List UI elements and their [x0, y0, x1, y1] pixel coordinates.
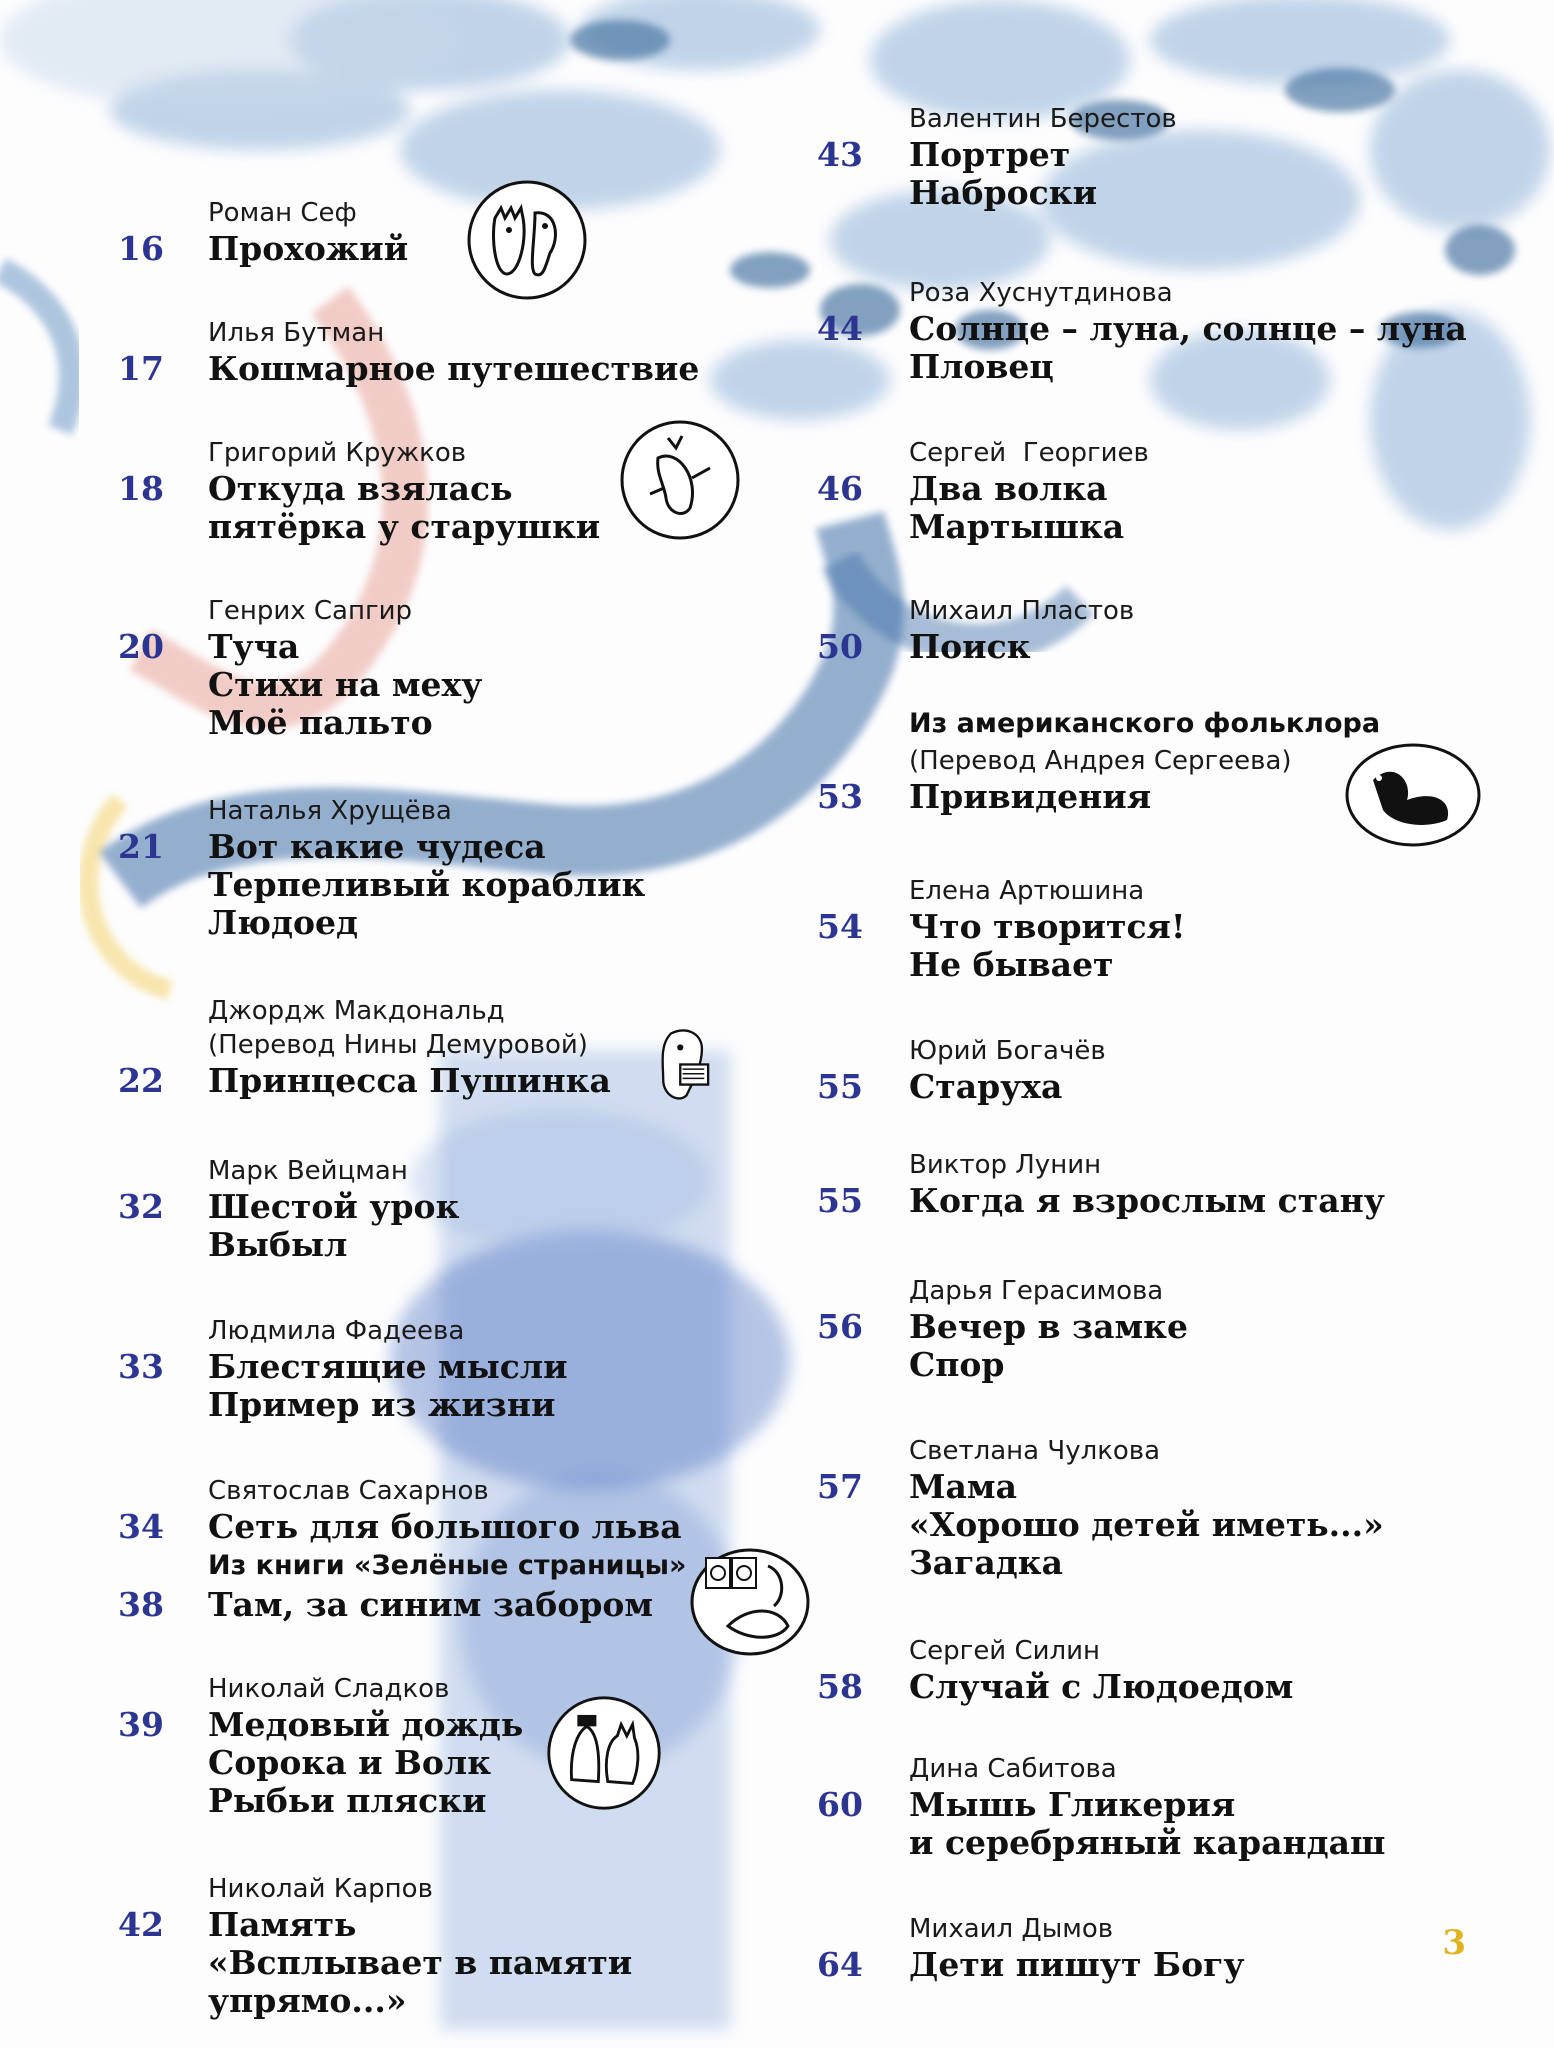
work-title: Рыбьи пляски: [208, 1781, 487, 1820]
author-name: Сергей Силин: [909, 1636, 1101, 1666]
author-name: Виктор Лунин: [909, 1150, 1102, 1180]
toc-entry: [817, 1274, 1509, 1384]
page-number: 21: [118, 827, 164, 866]
work-title: «Хорошо детей иметь...»: [909, 1505, 1384, 1544]
fish-figures-emblem: [688, 1536, 812, 1660]
book-subheading: Из книги «Зелёные страницы»: [208, 1550, 687, 1581]
work-title: Память: [208, 1905, 357, 1944]
page-number: 44: [817, 309, 863, 348]
author-name: Джордж Макдональд: [208, 996, 505, 1026]
page-number: 57: [817, 1467, 863, 1506]
work-title: Случай с Людоедом: [909, 1667, 1294, 1706]
work-title: Загадка: [909, 1543, 1063, 1582]
toc-entry: [817, 1434, 1509, 1582]
toc-entry: [817, 874, 1509, 984]
work-title: Когда я взрослым стану: [909, 1181, 1385, 1220]
work-title: Сеть для большого льва: [208, 1507, 682, 1546]
author-name: Генрих Сапгир: [208, 596, 413, 626]
toc-entry: [817, 1752, 1509, 1862]
page-number: 42: [118, 1905, 164, 1944]
page-number: 46: [817, 469, 863, 508]
author-name: Дина Сабитова: [909, 1754, 1117, 1784]
author-name: Роман Сеф: [208, 198, 357, 228]
author-name: Наталья Хрущёва: [208, 796, 452, 826]
section-heading: Из американского фольклора: [909, 708, 1381, 739]
bird-emblem: [1343, 740, 1483, 850]
dancing-figure-emblem: [618, 418, 742, 542]
page-number: 54: [817, 907, 863, 946]
author-name: Елена Артюшина: [909, 876, 1145, 906]
toc-entry: [118, 316, 728, 388]
toc-entry: [118, 794, 728, 942]
page-number: 55: [817, 1067, 863, 1106]
work-title: Моё пальто: [208, 703, 433, 742]
translator-note: (Перевод Андрея Сергеева): [909, 746, 1292, 776]
work-title: Вот какие чудеса: [208, 827, 546, 866]
work-title: Два волка: [909, 469, 1108, 508]
work-title: Поиск: [909, 627, 1031, 666]
toc-entry: [817, 102, 1509, 212]
work-title: Мартышка: [909, 507, 1125, 546]
page-number: 20: [118, 627, 164, 666]
author-name: Николай Сладков: [208, 1674, 450, 1704]
work-title: и серебряный карандаш: [909, 1823, 1386, 1862]
translator-note: (Перевод Нины Демуровой): [208, 1030, 588, 1060]
work-title: «Всплывает в памяти упрямо...»: [208, 1943, 633, 2020]
page-number: 58: [817, 1667, 863, 1706]
page-number: 43: [817, 135, 863, 174]
author-name: Марк Вейцман: [208, 1156, 408, 1186]
page-number: 17: [118, 349, 164, 388]
page-number: 60: [817, 1785, 863, 1824]
toc-entry: [817, 276, 1549, 386]
author-name: Михаил Дымов: [909, 1914, 1114, 1944]
page-number: 53: [817, 777, 863, 816]
toc-entry: [817, 1034, 1509, 1106]
work-title: Дети пишут Богу: [909, 1945, 1245, 1984]
work-title: Вечер в замке: [909, 1307, 1188, 1346]
author-name: Валентин Берестов: [909, 104, 1177, 134]
toc-entry: [118, 594, 728, 742]
page-number: 39: [118, 1705, 164, 1744]
work-title: Людоед: [208, 903, 359, 942]
right-column: [800, 0, 1554, 2048]
work-title: Принцесса Пушинка: [208, 1061, 611, 1100]
author-name: Роза Хуснутдинова: [909, 278, 1173, 308]
author-name: Сергей Георгиев: [909, 438, 1149, 468]
cat-figures-emblem: [545, 1694, 663, 1812]
toc-entry: [118, 1154, 728, 1264]
toc-entry: [118, 1314, 728, 1424]
folio-page-number: 3: [1442, 1923, 1466, 1963]
work-title: Пловец: [909, 347, 1054, 386]
page-number: 32: [118, 1187, 164, 1226]
work-title: Выбыл: [208, 1225, 348, 1264]
hedgehog-figures-emblem: [465, 178, 589, 302]
toc-entry: [118, 1474, 768, 1624]
author-name: Людмила Фадеева: [208, 1316, 465, 1346]
work-title: Спор: [909, 1345, 1005, 1384]
reading-figure-emblem: [640, 1010, 736, 1122]
work-title: Портрет: [909, 135, 1071, 174]
author-name: Юрий Богачёв: [909, 1036, 1106, 1066]
work-title: Пример из жизни: [208, 1385, 556, 1424]
work-title: Мама: [909, 1467, 1017, 1506]
work-title: пятёрка у старушки: [208, 507, 601, 546]
work-title: Старуха: [909, 1067, 1063, 1106]
work-title: Сорока и Волк: [208, 1743, 492, 1782]
work-title: Там, за синим забором: [208, 1585, 654, 1624]
page-number: 55: [817, 1181, 863, 1220]
author-name: Святослав Сахарнов: [208, 1476, 489, 1506]
work-title: Наброски: [909, 173, 1098, 212]
toc-entry: [817, 1148, 1509, 1220]
work-title: Стихи на меху: [208, 665, 483, 704]
page-number: 64: [817, 1945, 863, 1984]
toc-entry: [817, 594, 1509, 666]
page-number: 16: [118, 229, 164, 268]
work-title: Терпеливый кораблик: [208, 865, 646, 904]
author-name: Николай Карпов: [208, 1874, 433, 1904]
author-name: Григорий Кружков: [208, 438, 467, 468]
page-number: 56: [817, 1307, 863, 1346]
toc-entry: [817, 1912, 1509, 1984]
work-title: Кошмарное путешествие: [208, 349, 700, 388]
work-title: Блестящие мысли: [208, 1347, 568, 1386]
work-title: Мышь Гликерия: [909, 1785, 1236, 1824]
page-number: 33: [118, 1347, 164, 1386]
page-number: 50: [817, 627, 863, 666]
toc-entry: [118, 1872, 808, 2020]
author-name: Илья Бутман: [208, 318, 385, 348]
toc-entry: [817, 436, 1509, 546]
work-title: Откуда взялась: [208, 469, 513, 508]
work-title: Солнце – луна, солнце – луна: [909, 309, 1467, 348]
work-title: Туча: [208, 627, 300, 666]
toc-entry: [817, 1634, 1509, 1706]
work-title: Не бывает: [909, 945, 1114, 984]
work-title: Шестой урок: [208, 1187, 460, 1226]
work-title: Прохожий: [208, 229, 409, 268]
page-number: 34: [118, 1507, 164, 1546]
page-number: 22: [118, 1061, 164, 1100]
page-number: 38: [118, 1585, 164, 1624]
work-title: Что творится!: [909, 907, 1186, 946]
author-name: Михаил Пластов: [909, 596, 1135, 626]
work-title: Медовый дождь: [208, 1705, 524, 1744]
page-number: 18: [118, 469, 164, 508]
author-name: Светлана Чулкова: [909, 1436, 1161, 1466]
work-title: Привидения: [909, 777, 1152, 816]
author-name: Дарья Герасимова: [909, 1276, 1164, 1306]
